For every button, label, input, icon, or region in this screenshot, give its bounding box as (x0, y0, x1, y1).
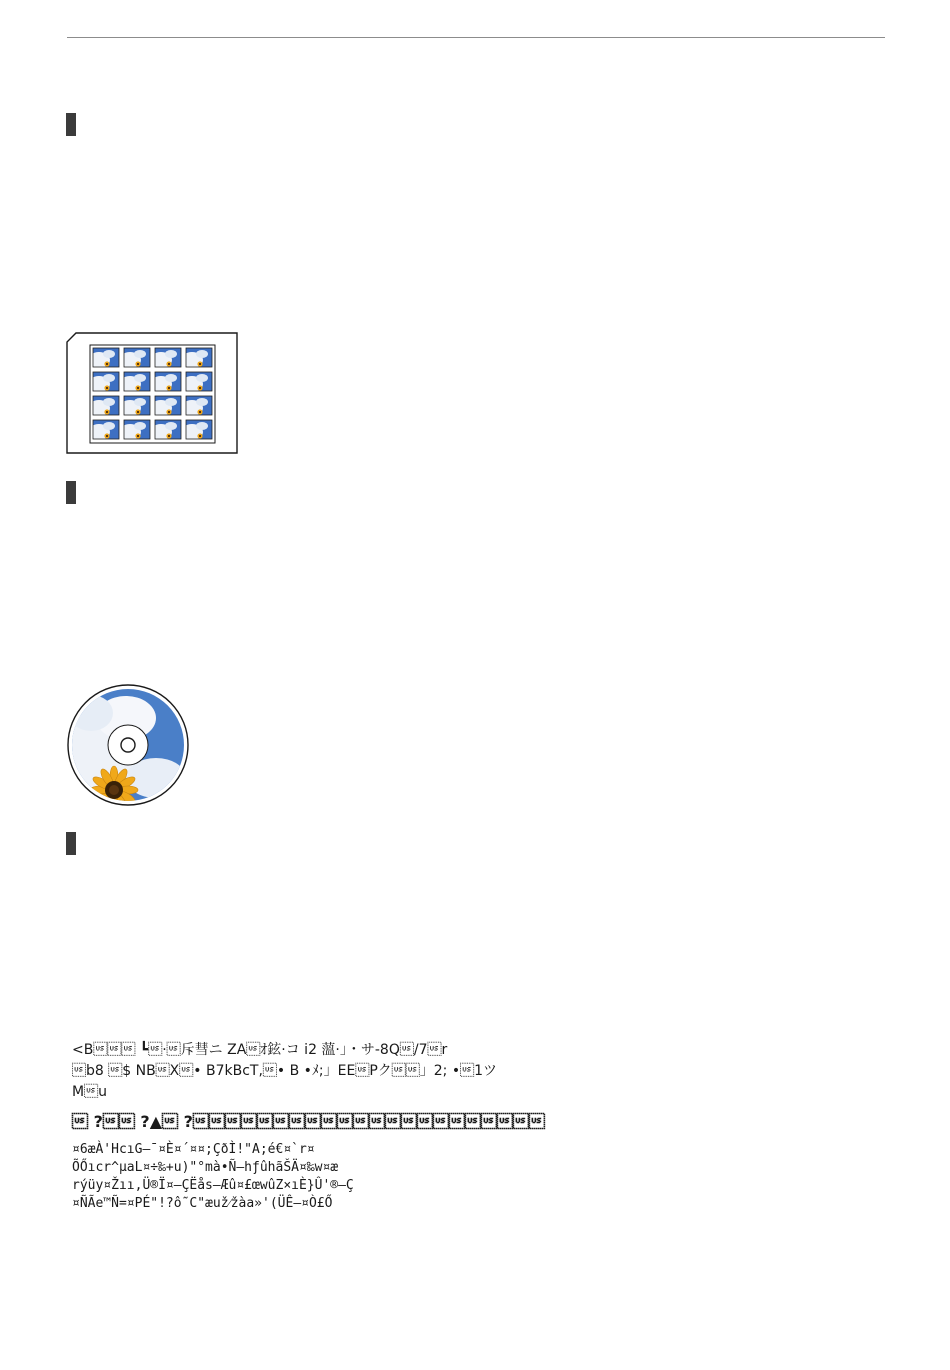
garbled-line: M u (72, 1084, 107, 1100)
disc-label-illustration (66, 683, 190, 811)
photo-sheet-icon (66, 332, 238, 454)
garbled-line: <B ┗ · 斥彗ニ ZA ｵ鉉·コ i2 薀·」・サ-8Q /7 r (72, 1042, 448, 1058)
garbled-heading: ? ?▲ ? (72, 1112, 545, 1131)
photo-sheet-illustration (66, 332, 238, 458)
garbled-text-block-1 (72, 1040, 498, 1103)
header-rule (67, 37, 885, 38)
section-marker-2 (66, 481, 76, 504)
section-marker-1 (66, 113, 76, 136)
garbled-line: rýüy¤Žıı,Ü®Ï¤–ÇËås–Æû¤£œwûZ×ıÈ}Û'®–Ç (72, 1178, 354, 1193)
garbled-line: ¤6æÀ'HcıG—¯¤È¤´¤¤;ÇðÌ!"A;é€¤`r¤ (72, 1142, 315, 1157)
garbled-line: ¤ÑÃe™Ñ=¤PÉ"!?ô˜C"æuž⁄žàa»'(ÜÊ–¤Ò£Ő (72, 1196, 333, 1211)
cd-disc-icon (66, 683, 190, 807)
garbled-text-block-2 (72, 1141, 404, 1213)
section-marker-3 (66, 832, 76, 855)
garbled-line: b8 $ NB X • B7kBcT, • B •ﾒ;」EE Pク 」2; • 1ツ (72, 1063, 498, 1079)
garbled-line: ÕŐıcr^µaL¤÷‰+u)"°mà•Ñ–hƒûhãŠÄ¤‰w¤æ (72, 1160, 339, 1175)
